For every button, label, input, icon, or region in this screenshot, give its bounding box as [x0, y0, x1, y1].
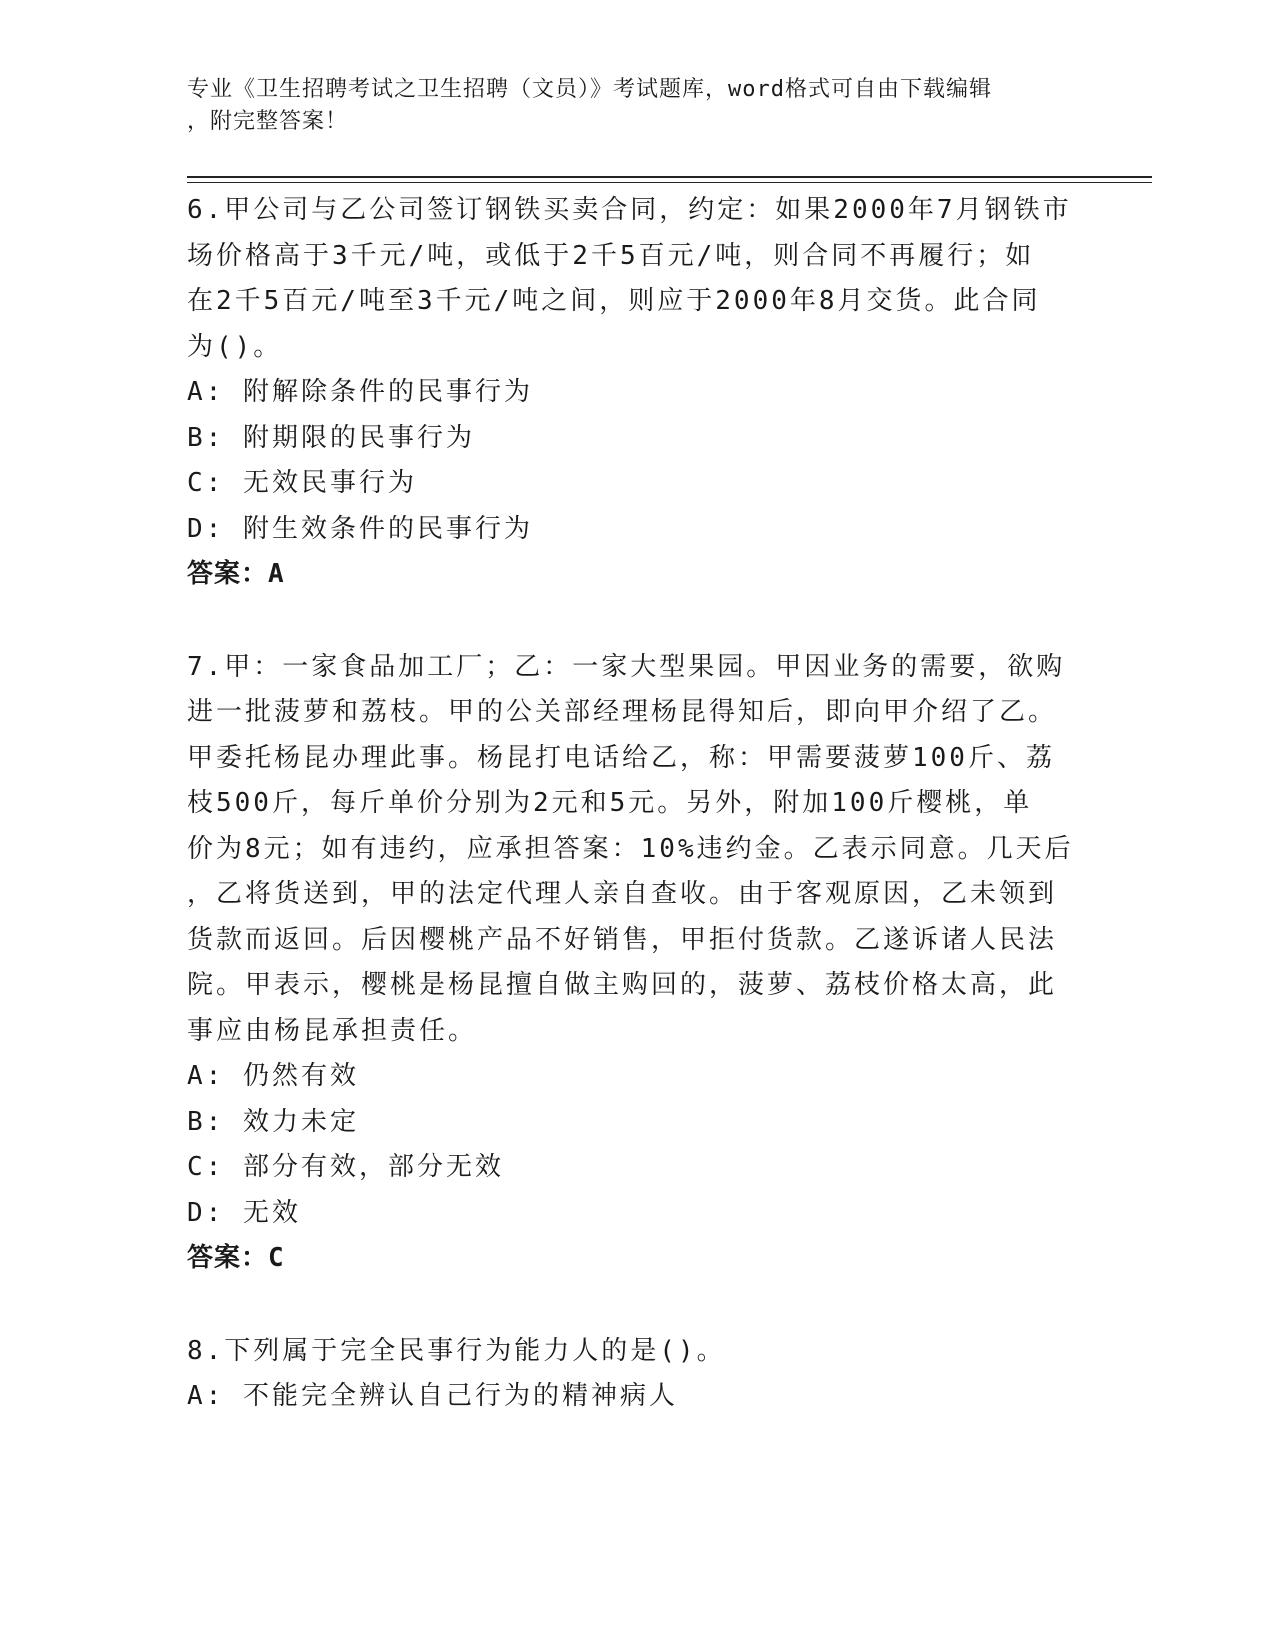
question-text: [187, 645, 1087, 1055]
option-d: D: 附生效条件的民事行为: [187, 513, 533, 544]
option-a: A: 不能完全辨认自己行为的精神病人: [187, 1381, 678, 1411]
question-line: 8.下列属于完全民事行为能力人的是()。: [187, 1335, 726, 1366]
question-line: 价为8元；如有违约，应承担答案：10%违约金。乙表示同意。几天后: [187, 833, 1074, 864]
question-line: ，乙将货送到，甲的法定代理人亲自查收。由于客观原因，乙未领到: [187, 879, 1058, 909]
option-c: C: 部分有效，部分无效: [187, 1152, 504, 1182]
header-divider-thin: [187, 182, 1152, 183]
option-a: A: 仍然有效: [187, 1061, 359, 1091]
question-block: [187, 645, 1087, 1282]
spacer: [187, 598, 1087, 645]
spacer: [187, 1282, 1087, 1329]
question-line: 在2千5百元/吨至3千元/吨之间，则应于2000年8月交货。此合同: [187, 286, 1041, 316]
question-list: [187, 188, 1087, 1420]
question-text: [187, 188, 1087, 370]
option-b: B: 附期限的民事行为: [187, 422, 475, 453]
question-line: 枝500斤，每斤单价分别为2元和5元。另外，附加100斤樱桃，单: [187, 788, 1033, 818]
question-line: 院。甲表示，樱桃是杨昆擅自做主购回的，菠萝、荔枝价格太高，此: [187, 970, 1058, 1000]
question-line: 进一批菠萝和荔枝。甲的公关部经理杨昆得知后，即向甲介绍了乙。: [187, 697, 1058, 727]
question-line: 事应由杨昆承担责任。: [187, 1015, 478, 1046]
option-b: B: 效力未定: [187, 1106, 359, 1137]
question-block: [187, 1329, 1087, 1420]
question-line: 货款而返回。后因樱桃产品不好销售，甲拒付货款。乙遂诉诸人民法: [187, 924, 1058, 955]
question-line: 6.甲公司与乙公司签订钢铁买卖合同，约定：如果2000年7月钢铁市: [187, 195, 1072, 225]
answer-line: 答案：C: [187, 1243, 285, 1273]
question-line: 7.甲：一家食品加工厂；乙：一家大型果园。甲因业务的需要，欲购: [187, 651, 1066, 682]
option-c: C: 无效民事行为: [187, 468, 417, 498]
option-d: D: 无效: [187, 1197, 301, 1228]
question-text: [187, 1329, 1087, 1375]
document-header: [187, 74, 1067, 138]
question-line: 场价格高于3千元/吨，或低于2千5百元/吨，则合同不再履行；如: [187, 240, 1035, 271]
header-line: 专业《卫生招聘考试之卫生招聘（文员）》考试题库，word格式可自由下载编辑: [187, 77, 992, 102]
option-a: A: 附解除条件的民事行为: [187, 377, 533, 407]
answer-line: 答案：A: [187, 559, 285, 589]
question-line: 甲委托杨昆办理此事。杨昆打电话给乙，称：甲需要菠萝100斤、荔: [187, 742, 1055, 773]
question-line: 为()。: [187, 331, 283, 362]
header-divider-thick: [187, 176, 1152, 178]
question-block: [187, 188, 1087, 598]
header-line: ，附完整答案！: [187, 109, 349, 134]
